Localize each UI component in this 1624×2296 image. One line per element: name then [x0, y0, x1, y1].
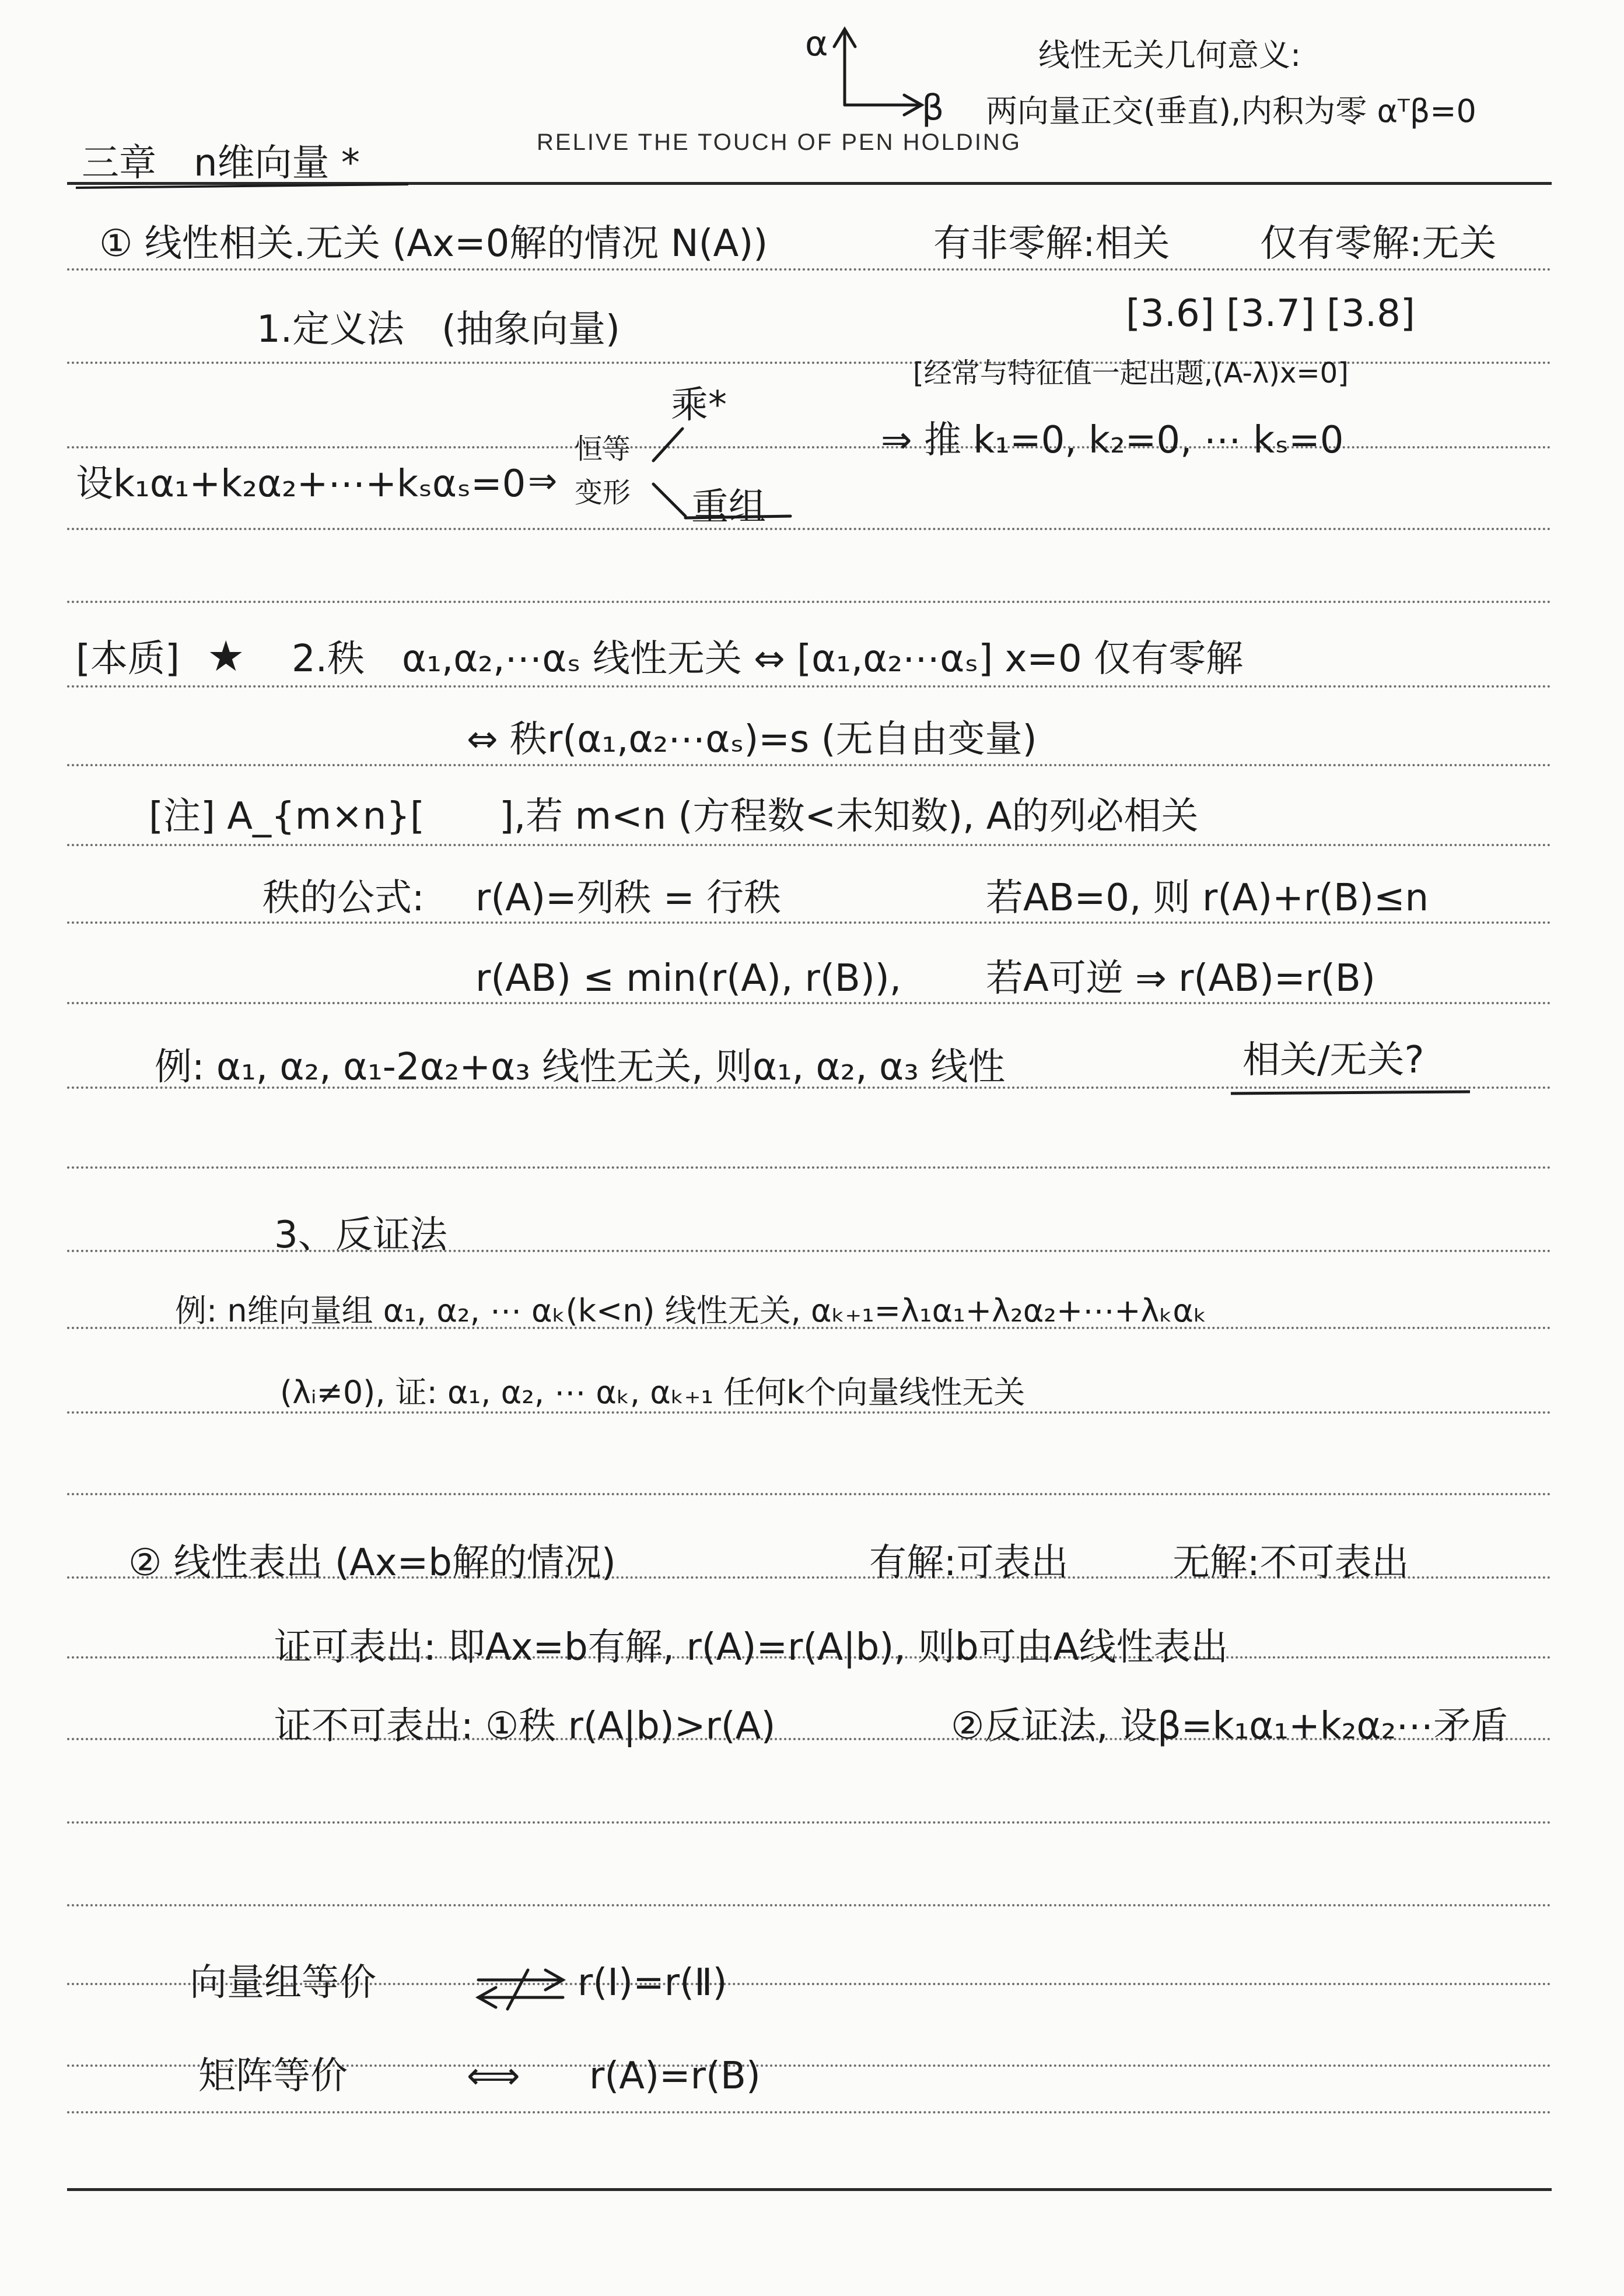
proof-contradiction: ②反证法, 设β=k₁α₁+k₂α₂⋯矛盾: [951, 1705, 1508, 1748]
definition-setup: 设k₁α₁+k₂α₂+⋯+kₛαₛ=0: [76, 462, 526, 506]
branch-down-stroke: [653, 484, 685, 516]
geometric-meaning-body: 两向量正交(垂直),内积为零 αᵀβ=0: [986, 93, 1476, 129]
rank-method: 2.秩 α₁,α₂,⋯αₛ 线性无关 ⇔ [α₁,α₂⋯αₛ] x=0 仅有零解: [292, 637, 1244, 681]
definition-conclusion: ⇒ 推 k₁=0, k₂=0, ⋯ kₛ=0: [881, 419, 1344, 462]
rank-equivalence: ⇔ 秩r(α₁,α₂⋯αₛ)=s (无自由变量): [467, 718, 1037, 761]
rank-example-answer: 相关/无关?: [1242, 1039, 1424, 1082]
alpha-axis-label: α: [805, 23, 828, 64]
branch-up-stroke: [653, 429, 682, 461]
rank-formula-4: 若A可逆 ⇒ r(AB)=r(B): [986, 957, 1376, 1000]
rank-note: [注] A_{m×n}[ ],若 m<n (方程数<未知数), A的列必相关: [149, 795, 1199, 838]
arrow-strike: [508, 1970, 528, 2009]
section2-has-solution: 有解:可表出: [869, 1541, 1069, 1585]
proof-representable: 证可表出: 即Ax=b有解, r(A)=r(A|b), 则b可由A线性表出: [274, 1626, 1228, 1669]
exercise-refs: [3.6] [3.7] [3.8]: [1126, 292, 1415, 335]
rank-formula-2: 若AB=0, 则 r(A)+r(B)≤n: [986, 877, 1429, 920]
answer-underline: [1231, 1092, 1470, 1093]
definition-method: 1.定义法 (抽象向量): [257, 308, 620, 351]
chapter-title: 三章 n维向量 *: [82, 142, 360, 185]
proof-not-representable: 证不可表出: ①秩 r(A|b)>r(A): [274, 1705, 776, 1748]
matrix-equivalence: 矩阵等价: [198, 2055, 348, 2098]
section1-unrelated: 仅有零解:无关: [1260, 222, 1497, 265]
branch-regroup: 重组: [691, 486, 766, 529]
notebook-brand: RELIVE THE TOUCH OF PEN HOLDING: [537, 129, 1021, 155]
transform-label: 变形: [575, 476, 631, 509]
rank-formula-3: r(AB) ≤ min(r(A), r(B)),: [475, 957, 902, 1000]
eigen-note: [经常与特征值一起出题,(A-λ)x=0]: [913, 357, 1349, 390]
section2-heading: ② 线性表出 (Ax=b解的情况): [128, 1541, 616, 1585]
contradiction-example-2: (λᵢ≠0), 证: α₁, α₂, ⋯ αₖ, αₖ₊₁ 任何k个向量线性无关: [280, 1374, 1026, 1411]
contradiction-example-1: 例: n维向量组 α₁, α₂, ⋯ αₖ(k<n) 线性无关, αₖ₊₁=λ₁α₁+λ₂α₂+⋯+λₖαₖ: [175, 1292, 1207, 1329]
section1-related: 有非零解:相关: [933, 222, 1170, 265]
vector-group-equivalence: 向量组等价: [190, 1961, 376, 2004]
equivalence-arrow-sketch: [478, 1970, 563, 2009]
section2-no-solution: 无解:不可表出: [1172, 1541, 1409, 1585]
rank-formula-1: r(A)=列秩 = 行秩: [475, 877, 781, 920]
geometric-meaning-title: 线性无关几何意义:: [1038, 37, 1301, 73]
matrix-equivalence-arrow: ⟺: [467, 2055, 520, 2098]
matrix-rank: r(A)=r(B): [589, 2055, 761, 2098]
orthogonal-axes-sketch: [834, 29, 922, 115]
essence-star: ★: [207, 632, 245, 681]
essence-tag: [本质]: [76, 637, 180, 681]
vector-group-rank: r(Ⅰ)=r(Ⅱ): [578, 1961, 727, 2004]
section1-heading: ① 线性相关.无关 (Ax=0解的情况 N(A)): [99, 222, 768, 265]
implies-arrow: ⇒: [528, 461, 558, 502]
beta-axis-label: β: [922, 87, 944, 128]
identity-label: 恒等: [575, 433, 631, 465]
branch-multiply: 乘*: [671, 384, 727, 427]
contradiction-title: 3、反证法: [274, 1214, 447, 1257]
rank-formula-label: 秩的公式:: [262, 877, 425, 920]
rank-example: 例: α₁, α₂, α₁-2α₂+α₃ 线性无关, 则α₁, α₂, α₃ 线性: [155, 1046, 1006, 1089]
